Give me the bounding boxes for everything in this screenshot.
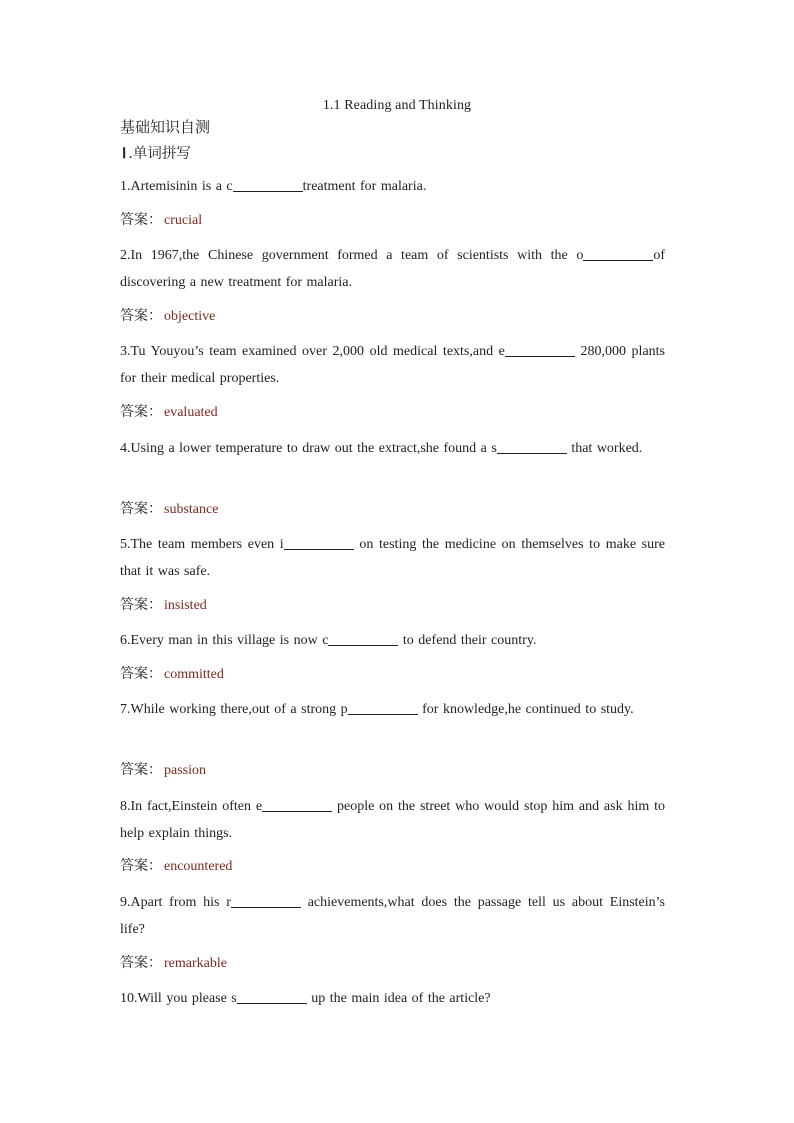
answer-blank[interactable] bbox=[262, 797, 332, 812]
document-title: 1.1 Reading and Thinking bbox=[322, 98, 472, 113]
answer-label: 答案： bbox=[120, 666, 162, 682]
answer-label: 答案： bbox=[120, 501, 162, 517]
answer-5 bbox=[120, 595, 207, 616]
question-3: 3.Tu Youyou’s team examined over 2,000 old medical texts,and e 280,000 plants for their medical properties. bbox=[120, 344, 665, 386]
answer-4 bbox=[120, 499, 218, 520]
answer-text: committed bbox=[164, 667, 224, 682]
question-6: 6.Every man in this village is now c to defend their country. bbox=[120, 633, 537, 648]
answer-blank[interactable] bbox=[497, 439, 567, 454]
answer-2 bbox=[120, 306, 215, 327]
answer-blank[interactable] bbox=[284, 535, 354, 550]
answer-blank[interactable] bbox=[233, 177, 303, 192]
answer-3 bbox=[120, 402, 218, 423]
answer-text: passion bbox=[164, 763, 206, 778]
sub-section-label: .单词拼写 bbox=[128, 146, 191, 162]
answer-text: substance bbox=[164, 502, 219, 517]
answer-8 bbox=[120, 856, 232, 877]
answer-blank[interactable] bbox=[237, 989, 307, 1004]
answer-label: 答案： bbox=[120, 762, 162, 778]
question-4: 4.Using a lower temperature to draw out the extract,she found a s that worked. bbox=[120, 441, 643, 456]
answer-9 bbox=[120, 953, 227, 974]
roman-numeral: Ⅰ bbox=[122, 146, 127, 162]
answer-text: objective bbox=[164, 309, 216, 324]
question-5: 5.The team members even i on testing the medicine on themselves to make sure that it was safe. bbox=[120, 537, 666, 579]
answer-text: insisted bbox=[164, 598, 207, 613]
answer-text: crucial bbox=[164, 213, 203, 228]
answer-1 bbox=[120, 210, 202, 231]
answer-label: 答案： bbox=[120, 404, 162, 420]
answer-blank[interactable] bbox=[348, 700, 418, 715]
answer-label: 答案： bbox=[120, 858, 162, 874]
answer-label: 答案： bbox=[120, 212, 162, 228]
answer-label: 答案： bbox=[120, 955, 162, 971]
answer-text: encountered bbox=[164, 859, 233, 874]
question-1: 1.Artemisinin is a c treatment for malaria. bbox=[120, 179, 427, 194]
answer-blank[interactable] bbox=[583, 246, 653, 261]
sub-section-title bbox=[122, 142, 191, 163]
answer-blank[interactable] bbox=[505, 342, 575, 357]
answer-6 bbox=[120, 664, 224, 685]
question-10: 10.Will you please s up the main idea of the article? bbox=[120, 991, 491, 1006]
answer-7 bbox=[120, 760, 206, 781]
answer-text: remarkable bbox=[164, 956, 227, 971]
question-9: 9.Apart from his r achievements,what does the passage tell us about Einstein’s life? bbox=[120, 895, 665, 937]
answer-text: evaluated bbox=[164, 405, 218, 420]
answer-label: 答案： bbox=[120, 597, 162, 613]
question-2: 2.In 1967,the Chinese government formed a team of scientists with the o of discovering a new treatment for malaria. bbox=[120, 248, 665, 290]
answer-blank[interactable] bbox=[328, 631, 398, 646]
question-7: 7.While working there,out of a strong p for knowledge,he continued to study. bbox=[120, 702, 634, 717]
answer-label: 答案： bbox=[120, 308, 162, 324]
section-title: 基础知识自测 bbox=[120, 118, 211, 136]
answer-blank[interactable] bbox=[231, 893, 301, 908]
question-8: 8.In fact,Einstein often e people on the street who would stop him and ask him to help explain things. bbox=[120, 799, 665, 841]
